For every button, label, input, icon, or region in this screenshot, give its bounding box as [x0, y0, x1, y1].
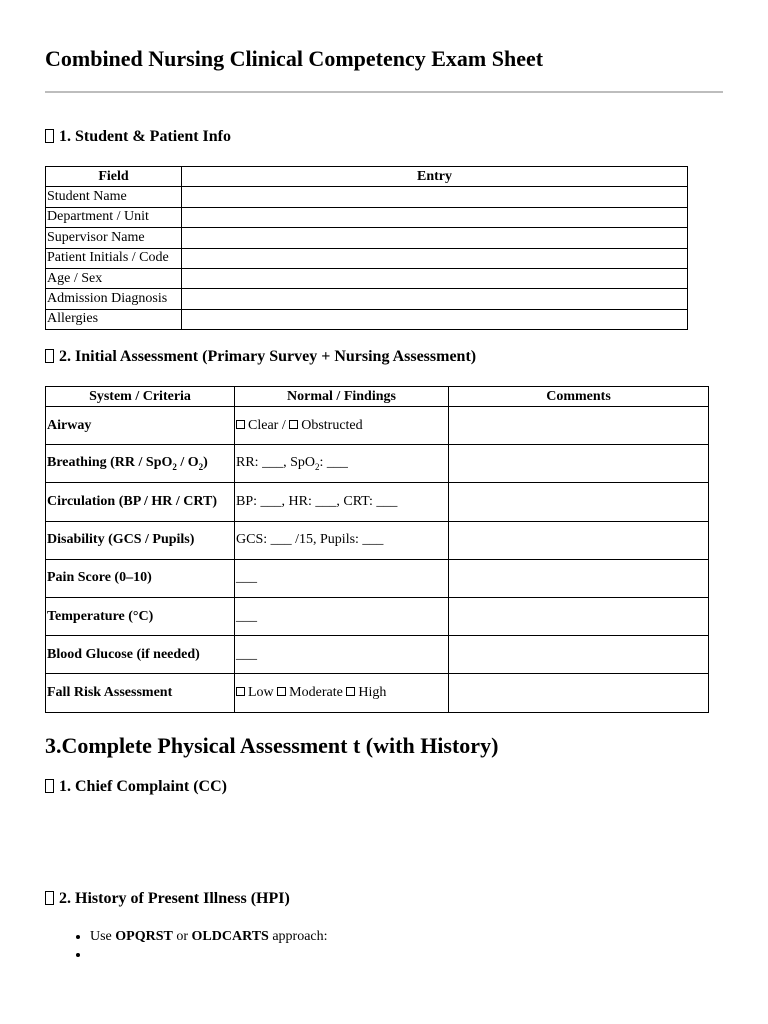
diagnosis-entry[interactable] [182, 289, 688, 309]
findings-disability[interactable]: GCS: ___ /15, Pupils: ___ [235, 521, 449, 559]
department-entry[interactable] [182, 207, 688, 227]
findings-airway [235, 407, 449, 445]
table-header-row [46, 387, 709, 407]
field-label: Student Name [46, 187, 182, 207]
missing-glyph-icon [45, 891, 54, 905]
field-label: Department / Unit [46, 207, 182, 227]
field-label: Patient Initials / Code [46, 248, 182, 268]
column-header-criteria: System / Criteria [46, 387, 235, 407]
subscript: 2 [314, 462, 320, 473]
comments-cell[interactable] [449, 483, 709, 521]
criteria-fall-risk: Fall Risk Assessment [46, 674, 235, 712]
subscript: 2 [172, 462, 177, 473]
student-patient-info-table [45, 166, 688, 330]
criteria-airway: Airway [46, 407, 235, 445]
checkbox-clear[interactable] [236, 420, 245, 429]
section-1-heading [45, 128, 231, 146]
criteria-circulation: Circulation (BP / HR / CRT) [46, 483, 235, 521]
criteria-temperature: Temperature (°C) [46, 597, 235, 635]
criteria-text: / O [176, 455, 199, 471]
hpi-text: approach: [268, 929, 328, 944]
table-row [46, 483, 709, 521]
table-row [46, 248, 688, 268]
checkbox-moderate[interactable] [277, 687, 286, 696]
missing-glyph-icon [45, 129, 54, 143]
criteria-text: ) [203, 455, 208, 471]
criteria-disability: Disability (GCS / Pupils) [46, 521, 235, 559]
hpi-acronym: OLDCARTS [191, 929, 269, 944]
hpi-heading-text: 2. History of Present Illness (HPI) [59, 890, 290, 907]
option-label: Low [248, 684, 274, 700]
age-sex-entry[interactable] [182, 268, 688, 288]
missing-glyph-icon [45, 779, 54, 793]
findings-temperature[interactable]: ___ [235, 597, 449, 635]
section-2-heading [45, 348, 476, 366]
allergies-entry[interactable] [182, 309, 688, 329]
title-divider [45, 91, 723, 93]
table-row [46, 597, 709, 635]
option-label: Moderate [289, 684, 343, 700]
supervisor-entry[interactable] [182, 228, 688, 248]
criteria-blood-glucose: Blood Glucose (if needed) [46, 636, 235, 674]
findings-text: : ___ [319, 455, 348, 471]
field-label: Supervisor Name [46, 228, 182, 248]
column-header-field: Field [46, 167, 182, 187]
chief-complaint-heading [45, 778, 227, 796]
table-row [46, 407, 709, 445]
subscript: 2 [198, 462, 204, 473]
option-label: Obstructed [301, 417, 363, 433]
table-row [46, 559, 709, 597]
patient-code-entry[interactable] [182, 248, 688, 268]
hpi-text: Use [90, 929, 116, 944]
column-header-findings: Normal / Findings [235, 387, 449, 407]
missing-glyph-icon [45, 349, 54, 363]
table-row [46, 207, 688, 227]
document-title: Combined Nursing Clinical Competency Exam Sheet [45, 46, 544, 71]
criteria-breathing [46, 445, 235, 483]
comments-cell[interactable] [449, 559, 709, 597]
table-row [46, 289, 688, 309]
checkbox-obstructed[interactable] [289, 420, 298, 429]
table-row [46, 636, 709, 674]
field-label: Age / Sex [46, 268, 182, 288]
section-3-heading: 3.Complete Physical Assessment t (with History) [45, 733, 499, 758]
option-label: High [358, 684, 387, 700]
table-row [46, 309, 688, 329]
table-header-row [46, 167, 688, 187]
table-row [46, 521, 709, 559]
comments-cell[interactable] [449, 521, 709, 559]
hpi-text: or [172, 929, 192, 944]
checkbox-low[interactable] [236, 687, 245, 696]
table-row [46, 187, 688, 207]
list-item-empty[interactable] [90, 946, 328, 964]
table-row [46, 268, 688, 288]
field-label: Admission Diagnosis [46, 289, 182, 309]
findings-text: RR: ___, SpO [236, 455, 315, 471]
comments-cell[interactable] [449, 597, 709, 635]
checkbox-high[interactable] [346, 687, 355, 696]
findings-circulation[interactable]: BP: ___, HR: ___, CRT: ___ [235, 483, 449, 521]
findings-fall-risk [235, 674, 449, 712]
table-row [46, 445, 709, 483]
table-row [46, 228, 688, 248]
comments-cell[interactable] [449, 407, 709, 445]
findings-pain-score[interactable]: ___ [235, 559, 449, 597]
findings-breathing[interactable] [235, 445, 449, 483]
field-label: Allergies [46, 309, 182, 329]
findings-blood-glucose[interactable]: ___ [235, 636, 449, 674]
column-header-entry: Entry [182, 167, 688, 187]
section-1-heading-text: 1. Student & Patient Info [59, 128, 232, 145]
hpi-acronym: OPQRST [115, 929, 173, 944]
hpi-heading [45, 890, 290, 908]
chief-complaint-heading-text: 1. Chief Complaint (CC) [59, 778, 227, 795]
comments-cell[interactable] [449, 445, 709, 483]
list-item [90, 928, 328, 946]
column-header-comments: Comments [449, 387, 709, 407]
criteria-text: Breathing (RR / SpO [47, 455, 173, 471]
table-row [46, 674, 709, 712]
option-label: Clear / [248, 417, 286, 433]
initial-assessment-table [45, 386, 709, 713]
comments-cell[interactable] [449, 674, 709, 712]
section-2-heading-text: 2. Initial Assessment (Primary Survey + Nursing Assessment) [59, 348, 477, 365]
criteria-pain-score: Pain Score (0–10) [46, 559, 235, 597]
student-name-entry[interactable] [182, 187, 688, 207]
comments-cell[interactable] [449, 636, 709, 674]
hpi-list [45, 928, 328, 964]
